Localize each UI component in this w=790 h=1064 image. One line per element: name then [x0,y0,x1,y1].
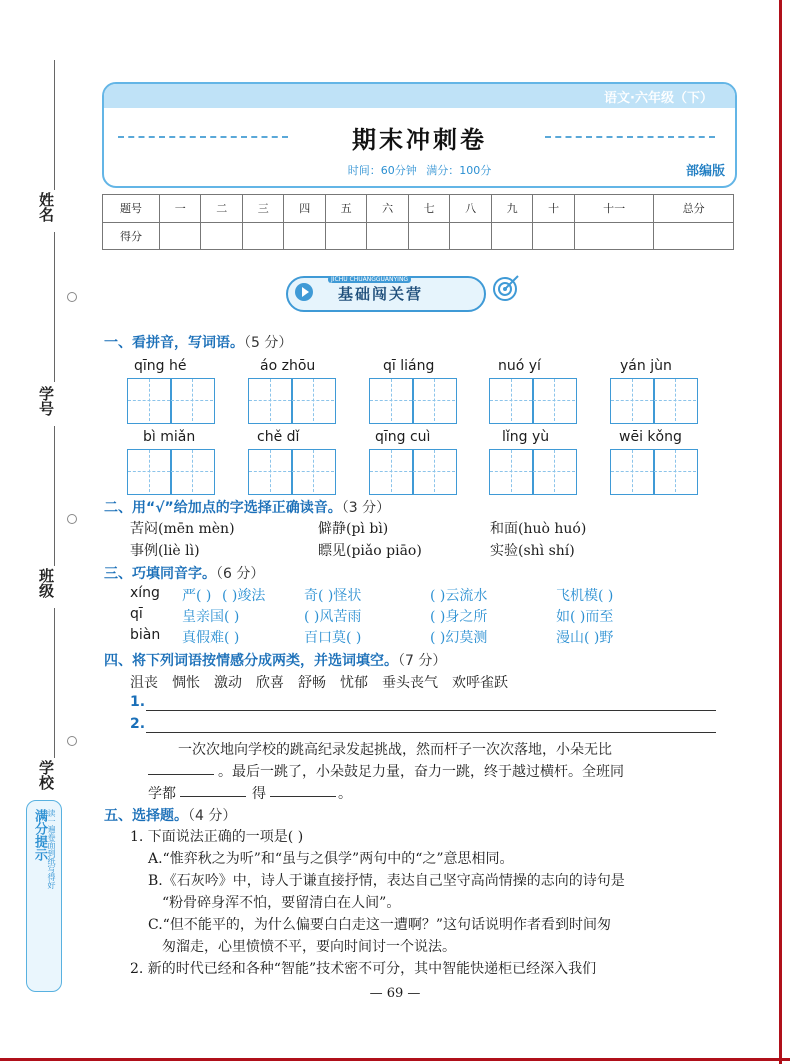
score-input-cell[interactable] [160,222,201,250]
homophone-item[interactable]: ( )风苦雨 [304,609,362,625]
score-table-cell: 十 [533,195,574,223]
pinyin-label: qī liáng [383,358,435,374]
reading-choice-item[interactable]: 事例(liè lì) [130,543,200,559]
score-input-cell[interactable] [325,222,366,250]
score-input-cell[interactable] [242,222,283,250]
q4-passage-line: 。最后一跳了，小朵鼓足力量，奋力一跳，终于越过横杆。全班同 [218,764,624,780]
pinyin-label: qīng cuì [375,429,431,445]
q4-passage-text: 学都 [148,786,176,802]
homophone-pinyin: xíng [130,585,160,601]
binding-line [54,426,55,566]
score-table-cell: 七 [408,195,449,223]
writing-grid[interactable] [369,449,457,495]
subject-label: 语文·六年级（下） [604,91,713,106]
score-table-cell: 十一 [574,195,654,223]
exam-title: 期末冲刺卷 [352,125,487,154]
q5-option-c-cont: 匆溜走，心里愤愤不平，要向时间讨一个说法。 [162,939,456,955]
score-table-cell: 二 [201,195,242,223]
score-table-header-row [103,195,734,223]
reading-choice-item[interactable]: 实验(shì shí) [490,543,575,559]
homophone-item[interactable]: 严( ) [182,588,212,604]
score-input-cell[interactable] [408,222,449,250]
homophone-item[interactable]: 百口莫( ) [304,630,362,646]
q3-points: （6 分） [216,566,265,582]
binding-label-id: 学号 [37,386,55,416]
banner-text: 基础闯关营 [338,285,424,303]
score-table-cell: 六 [367,195,408,223]
score-table-cell: 总分 [654,195,734,223]
score-table-score-row [103,222,734,250]
score-table-cell: 三 [242,195,283,223]
banner-pinyin: JICHU CHUANGGUANYING [328,276,411,283]
binding-label-class: 班级 [37,568,55,598]
q2-points: （3 分） [341,500,391,516]
q5-heading [104,805,236,825]
pinyin-label: wēi kǒng [619,429,682,445]
homophone-item[interactable]: 漫山( )野 [556,630,614,646]
score-table-cell: 九 [491,195,532,223]
q1-heading [104,332,292,352]
binding-hole [67,292,77,302]
word-list: 沮丧 惆怅 激动 欣喜 舒畅 忧郁 垂头丧气 欢呼雀跃 [130,675,508,691]
q5-option-c[interactable]: C.“但不能平的，为什么偏要白白走这一遭啊？”这句话说明作者看到时间匆 [148,917,611,933]
homophone-item[interactable]: 飞机模( ) [556,588,614,604]
q3-heading [104,563,264,583]
binding-line [54,232,55,382]
score-input-cell[interactable] [654,222,734,250]
reading-choice-item[interactable]: 苦闷(mēn mèn) [130,521,235,537]
homophone-pinyin: biàn [130,627,161,643]
section-banner [286,270,536,314]
brand-tip: 读一遍卷面到纸写得好 [47,809,56,889]
target-icon [492,274,520,302]
pinyin-label: chě dǐ [257,429,300,445]
reading-choice-item[interactable]: 僻静(pì bì) [318,521,389,537]
q4-passage-text: 。 [338,786,352,802]
writing-grid[interactable] [248,378,336,424]
q5-option-b-cont: “粉骨碎身浑不怕，要留清白在人间”。 [162,895,401,911]
homophone-item[interactable]: ( )云流水 [430,588,488,604]
score-table-cell: 八 [450,195,491,223]
q4-line-number: 1. [130,694,146,710]
pinyin-label: áo zhōu [260,358,316,374]
writing-grid[interactable] [369,378,457,424]
score-input-cell[interactable] [574,222,654,250]
homophone-item[interactable]: 如( )而至 [556,609,614,625]
score-table-cell: 一 [160,195,201,223]
score-table-cell: 五 [325,195,366,223]
binding-hole [67,514,77,524]
writing-grid[interactable] [248,449,336,495]
header-band [104,84,735,108]
homophone-item[interactable]: ( )身之所 [430,609,488,625]
page-number: — 69 — [369,986,421,1001]
pinyin-label: qīng hé [134,358,187,374]
score-input-cell[interactable] [367,222,408,250]
writing-grid[interactable] [610,449,698,495]
q2-heading [104,497,390,517]
q5-question-stem: 2. 新的时代已经和各种“智能”技术密不可分，其中智能快递柜已经深入我们 [130,961,597,977]
fill-blank[interactable] [270,782,336,797]
writing-grid[interactable] [489,449,577,495]
answer-line[interactable] [146,718,716,733]
binding-hole [67,736,77,746]
score-input-cell[interactable] [284,222,325,250]
score-table-cell: 四 [284,195,325,223]
right-border-line [779,0,782,1064]
fill-blank[interactable] [180,782,246,797]
q2-heading-text: 二、用“√”给加点的字选择正确读音。 [104,500,342,516]
exam-header [102,82,737,188]
binding-line [54,608,55,758]
pinyin-label: nuó yí [498,358,541,374]
score-input-cell[interactable] [201,222,242,250]
binding-line [54,60,55,190]
q5-option-b[interactable]: B.《石灰吟》中，诗人于谦直接抒情，表达自己坚守高尚情操的志向的诗句是 [148,873,625,889]
homophone-item[interactable]: 真假难( ) [182,630,240,646]
q1-heading-text: 一、看拼音，写词语。 [104,335,244,351]
bottom-border-line [0,1058,790,1061]
q5-points: （4 分） [188,808,237,824]
brand-name: 满分提示 [32,809,47,861]
score-label: 满分：100分 [426,164,492,177]
homophone-item[interactable]: ( )幻莫测 [430,630,488,646]
q4-line-number: 2. [130,716,146,732]
pinyin-label: lǐng yù [502,429,550,445]
fill-blank[interactable] [148,760,214,775]
q5-question-stem: 1. 下面说法正确的一项是( ) [130,829,304,845]
q5-heading-text: 五、选择题。 [104,808,188,824]
writing-grid[interactable] [127,378,215,424]
q4-heading-text: 四、将下列词语按情感分成两类，并选词填空。 [104,653,398,669]
q1-points: （5 分） [244,335,293,351]
reading-choice-item[interactable]: 和面(huò huó) [490,521,587,537]
writing-grid[interactable] [489,378,577,424]
score-input-cell[interactable] [491,222,532,250]
binding-label-school: 学校 [37,760,55,790]
pinyin-label: bì miǎn [143,429,196,445]
exam-meta [104,162,735,178]
title-dash-right [545,136,715,138]
homophone-pinyin: qī [130,606,143,622]
score-table [102,194,734,250]
q5-option-a[interactable]: A.“惟弈秋之为听”和“虽与之俱学”两句中的“之”意思相同。 [148,851,514,867]
play-icon [295,283,313,301]
edition-label: 部编版 [685,164,725,179]
banner-pill [286,276,486,312]
q4-points: （7 分） [398,653,447,669]
q3-heading-text: 三、巧填同音字。 [104,566,216,582]
score-table-cell: 题号 [103,195,160,223]
homophone-item[interactable]: 皇亲国( ) [182,609,240,625]
q4-heading [104,650,446,670]
score-input-cell[interactable] [533,222,574,250]
homophone-item[interactable]: 奇( )怪状 [304,588,362,604]
score-input-cell[interactable] [450,222,491,250]
homophone-item[interactable]: ( )竣法 [222,588,266,604]
time-label: 时间：60分钟 [347,164,417,177]
q4-passage-text: 得 [252,786,266,802]
answer-line[interactable] [146,696,716,711]
q4-passage-line: 一次次地向学校的跳高纪录发起挑战，然而杆子一次次落地，小朵无比 [178,742,612,758]
reading-choice-item[interactable]: 瞟见(piǎo piāo) [318,543,422,559]
pinyin-label: yán jùn [620,358,672,374]
side-brand-badge [26,800,62,992]
score-table-cell: 得分 [103,222,160,250]
binding-label-name: 姓名 [37,192,55,222]
writing-grid[interactable] [127,449,215,495]
writing-grid[interactable] [610,378,698,424]
